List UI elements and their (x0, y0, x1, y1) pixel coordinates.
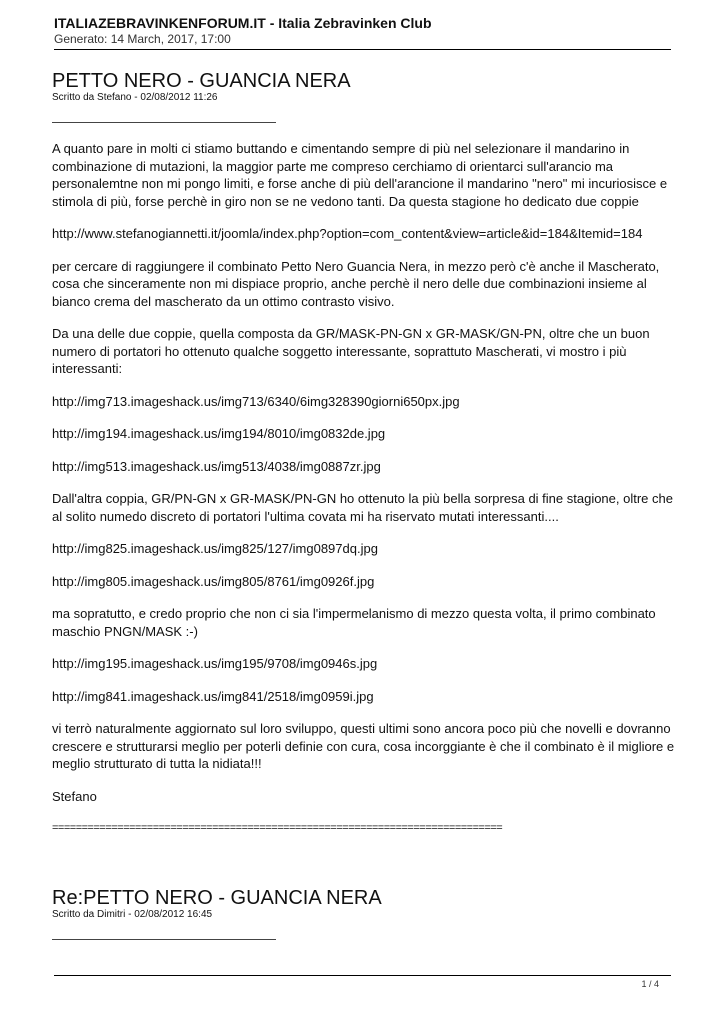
post-divider (52, 939, 276, 940)
link-text: http://img805.imageshack.us/img805/8761/img0926f.jpg (52, 573, 375, 589)
link-text: http://img194.imageshack.us/img194/8010/img0832de.jpg (52, 426, 386, 441)
post-header-2 (52, 887, 672, 940)
post-title: PETTO NERO - GUANCIA NERA (52, 70, 351, 92)
paragraph: per cercare di raggiungere il combinato Petto Nero Guancia Nera, in mezzo però c'è anche il Mascherato, cosa che sinceramente non mi dispiace proprio, anche perchè il nero delle due combinazioni insieme al bianco crema del mascherato da un ottimo contrasto visivo. (52, 258, 660, 309)
signature: Stefano (52, 788, 97, 804)
post-meta: Scritto da Dimitri - 02/08/2012 16:45 (52, 909, 213, 920)
document-header (54, 15, 671, 47)
link-text: http://img841.imageshack.us/img841/2518/img0959i.jpg (52, 688, 374, 704)
post-separator: ============================================================================ (52, 822, 503, 834)
post-title: Re:PETTO NERO - GUANCIA NERA (52, 887, 382, 909)
paragraph: vi terrò naturalmente aggiornato sul loro sviluppo, questi ultimi sono ancora poco più che novelli e dovranno crescere e strutturarsi meglio per poterli definie con cura, cosa incorggiante è che il combinato è il migliore e meglio strutturato di tutta la nidiata!!! (52, 721, 675, 771)
paragraph: Da una delle due coppie, quella composta da GR/MASK-PN-GN x GR-MASK/GN-PN, oltre che un buon numero di portatori ho ottenuto qualche soggetto interessante, soprattuto Mascherati, vi mostro i più interessanti: (52, 326, 650, 376)
generated-date: Generato: 14 March, 2017, 17:00 (54, 32, 231, 46)
link-text: http://img195.imageshack.us/img195/9708/img0946s.jpg (52, 656, 378, 671)
link-text: http://img713.imageshack.us/img713/6340/6img328390giorni650px.jpg (52, 393, 460, 409)
post-header-1 (52, 70, 672, 123)
post-body-1 (52, 140, 677, 838)
link-text: http://img513.imageshack.us/img513/4038/img0887zr.jpg (52, 458, 381, 474)
post-meta: Scritto da Stefano - 02/08/2012 11:26 (52, 92, 218, 103)
paragraph: ma sopratutto, e credo proprio che non ci sia l'impermelanismo di mezzo questa volta, il primo combinato maschio PNGN/MASK :-) (52, 606, 656, 639)
paragraph: Dall'altra coppia, GR/PN-GN x GR-MASK/PN-GN ho ottenuto la più bella sorpresa di fine stagione, oltre che al solito numedo discreto di portatori l'ultima covata mi ha riservato mutati interessanti.... (52, 491, 673, 524)
site-title: ITALIAZEBRAVINKENFORUM.IT - Italia Zebravinken Club (54, 15, 432, 31)
link-text: http://img825.imageshack.us/img825/127/img0897dq.jpg (52, 541, 378, 556)
footer-divider (54, 975, 671, 976)
post-divider (52, 122, 276, 123)
header-divider (54, 49, 671, 50)
link-text: http://www.stefanogiannetti.it/joomla/index.php?option=com_content&view=article&id=184&Itemid=184 (52, 226, 643, 241)
page-number: 1 / 4 (641, 979, 659, 989)
paragraph: A quanto pare in molti ci stiamo buttando e cimentando sempre di più nel selezionare il mandarino in combinazione di mutazioni, la maggior parte me compreso cerchiamo di orientarci sull'arancio ma personalemtne non mi pongo limiti, e forse anche di più dell'arancione il mandarino "nero" mi incuriosisce e stimola di più, forse perchè in giro non se ne vedono tanti. Da questa stagione ho dedicato due coppie (52, 141, 668, 209)
